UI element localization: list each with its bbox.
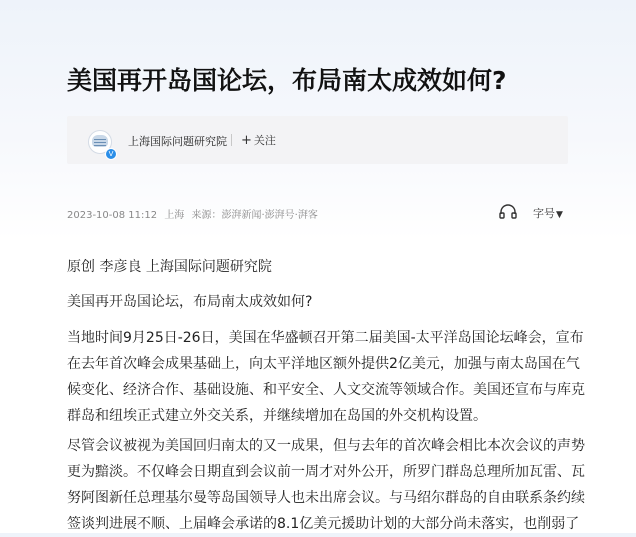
author-avatar[interactable] <box>88 130 114 158</box>
paragraph-line: 候变化、经济合作、基础设施、和平安全、人文交流等领域合作。美国还宣布与库克 <box>67 382 585 398</box>
paragraph-line: 尽管会议被视为美国回归南太的又一成果，但与去年的首次峰会相比本次会议的声势 <box>67 438 585 454</box>
verified-badge-icon: V <box>105 148 117 160</box>
article-meta <box>67 206 322 221</box>
author-card <box>67 116 568 164</box>
paragraph <box>67 325 585 429</box>
article-subhead: 美国再开岛国论坛，布局南太成效如何? <box>67 294 313 310</box>
publish-datetime: 2023-10-08 11:12 <box>67 210 158 221</box>
divider <box>231 134 232 146</box>
headphone-icon[interactable] <box>499 203 517 219</box>
article-byline: 原创 李彦良 上海国际问题研究院 <box>67 259 272 275</box>
paragraph-line: 努阿图新任总理基尔曼等岛国领导人也未出席会议。与马绍尔群岛的自由联系条约续 <box>67 490 585 506</box>
publish-location: 上海 <box>164 210 185 221</box>
paragraph-line: 更为黯淡。不仅峰会日期直到会议前一周才对外公开，所罗门群岛总理所加瓦雷、瓦 <box>67 464 585 480</box>
author-name[interactable]: 上海国际问题研究院 <box>128 135 227 148</box>
follow-button[interactable] <box>241 132 276 148</box>
plus-icon: + <box>241 133 252 148</box>
paragraph-line: 在去年首次峰会成果基础上，向太平洋地区额外提供2亿美元，加强与南太岛国在气 <box>67 356 580 372</box>
follow-label: 关注 <box>253 134 276 147</box>
paragraph-line: 群岛和纽埃正式建立外交关系，并继续增加在岛国的外交机构设置。 <box>67 408 487 424</box>
caret-down-icon: ▼ <box>556 210 563 220</box>
paragraph <box>67 433 585 537</box>
article-source: 来源：澎湃新闻·澎湃号·湃客 <box>191 210 318 221</box>
font-size-button[interactable] <box>533 205 563 221</box>
paragraph-line: 当地时间9月25日-26日，美国在华盛顿召开第二届美国-太平洋岛国论坛峰会，宣布 <box>67 330 584 346</box>
article-title: 美国再开岛国论坛，布局南太成效如何? <box>67 66 507 95</box>
font-size-label: 字号 <box>533 207 555 220</box>
paragraph-line: 签谈判进展不顺、上届峰会承诺的8.1亿美元援助计划的大部分尚未落实，也削弱了 <box>67 516 580 532</box>
